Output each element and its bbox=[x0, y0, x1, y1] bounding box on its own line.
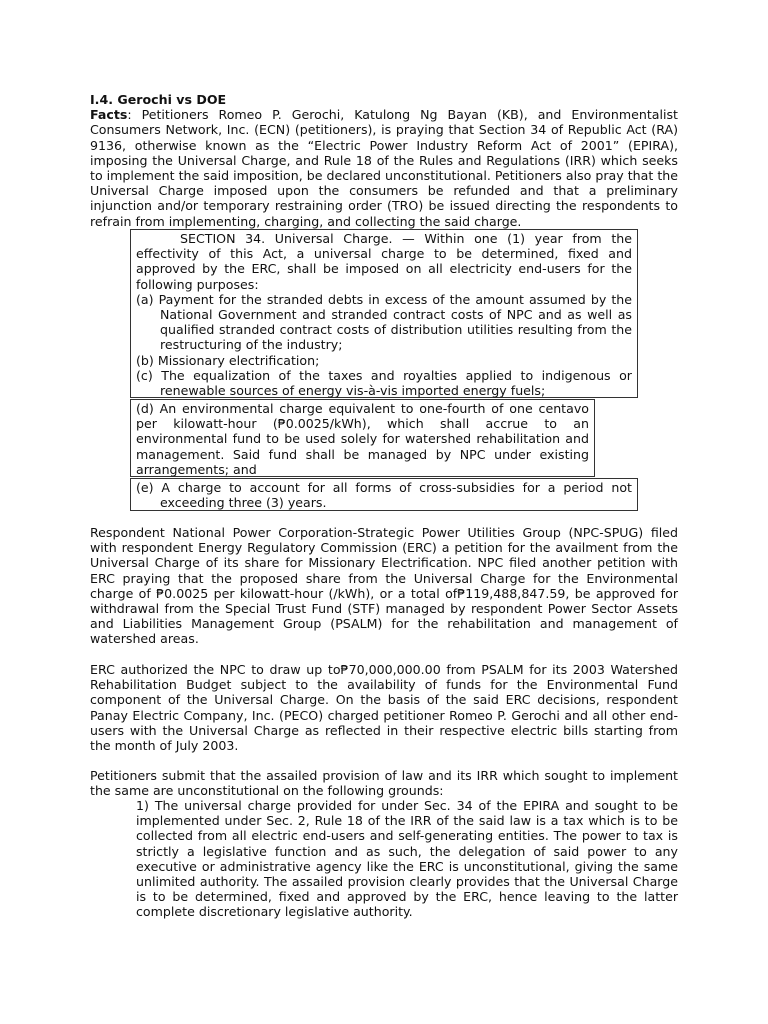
facts-paragraph bbox=[90, 107, 678, 229]
section-item-c: (c) The equalization of the taxes and royalties applied to indigenous or renewable sources of energy vis-à-vis imported energy fuels; bbox=[136, 367, 632, 399]
section-item-b: (b) Missionary electrification; bbox=[136, 352, 320, 368]
facts-label: Facts bbox=[90, 107, 128, 123]
section-item-e-box bbox=[130, 478, 638, 511]
section-item-a: (a) Payment for the stranded debts in excess of the amount assumed by the National Government and stranded contract costs of NPC and as well as qualified stranded contract costs of distribution utilities resulting from the restructuring of the industry; bbox=[136, 291, 632, 353]
section-34-intro: SECTION 34. Universal Charge. — Within one (1) year from the effectivity of this Act, a universal charge to be determined, fixed and approved by the ERC, shall be imposed on all electricity end-users for the following purposes: bbox=[136, 231, 632, 292]
section-item-d: (d) An environmental charge equivalent to one-fourth of one centavo per kilowatt-hour (₱0.0025/kWh), which shall accrue to an environmental fund to be used solely for watershed rehabilitation and management. Said fund shall be managed by NPC under existing arrangements; and bbox=[136, 401, 589, 477]
grounds-intro-paragraph: Petitioners submit that the assailed provision of law and its IRR which sought to implement the same are unconstitutional on the following grounds: bbox=[90, 768, 678, 799]
case-heading: I.4. Gerochi vs DOE bbox=[90, 92, 227, 107]
section-item-d-box bbox=[130, 399, 595, 477]
section-34-box bbox=[130, 229, 638, 398]
facts-text: : Petitioners Romeo P. Gerochi, Katulong Ng Bayan (KB), and Environmentalist Consumers Network, Inc. (ECN) (petitioners), is praying that Section 34 of Republic Act (RA) 9136, otherwise known as the “Electric Power Industry Reform Act of 2001” (EPIRA), imposing the Universal Charge, and Rule 18 of the Rules and Regulations (IRR) which seeks to implement the said imposition, be declared unconstitutional. Petitioners also pray that the Universal Charge imposed upon the consumers be refunded and that a preliminary injunction and/or temporary restraining order (TRO) be issued directing the respondents to refrain from implementing, charging, and collecting the said charge. bbox=[90, 107, 678, 229]
ground-1-paragraph: 1) The universal charge provided for under Sec. 34 of the EPIRA and sought to be implemented under Sec. 2, Rule 18 of the IRR of the said law is a tax which is to be collected from all electric end-users and self-generating entities. The power to tax is strictly a legislative function and as such, the delegation of said power to any executive or administrative agency like the ERC is unconstitutional, giving the same unlimited authority. The assailed provision clearly provides that the Universal Charge is to be determined, fixed and approved by the ERC, hence leaving to the latter complete discretionary legislative authority. bbox=[136, 798, 678, 920]
facts-section bbox=[90, 92, 678, 229]
section-item-e: (e) A charge to account for all forms of cross-subsidies for a period not exceeding three (3) years. bbox=[136, 480, 632, 511]
erc-authorization-paragraph: ERC authorized the NPC to draw up to₱70,000,000.00 from PSALM for its 2003 Watershed Rehabilitation Budget subject to the availability of funds for the Environmental Fund component of the Universal Charge. On the basis of the said ERC decisions, respondent Panay Electric Company, Inc. (PECO) charged petitioner Romeo P. Gerochi and all other end-users with the Universal Charge as reflected in their respective electric bills starting from the month of July 2003. bbox=[90, 662, 678, 754]
npc-petition-paragraph: Respondent National Power Corporation-Strategic Power Utilities Group (NPC-SPUG) filed with respondent Energy Regulatory Commission (ERC) a petition for the availment from the Universal Charge of its share for Missionary Electrification. NPC filed another petition with ERC praying that the proposed share from the Universal Charge for the Environmental charge of ₱0.0025 per kilowatt-hour (/kWh), or a total of₱119,488,847.59, be approved for withdrawal from the Special Trust Fund (STF) managed by respondent Power Sector Assets and Liabilities Management Group (PSALM) for the rehabilitation and management of watershed areas. bbox=[90, 525, 678, 647]
